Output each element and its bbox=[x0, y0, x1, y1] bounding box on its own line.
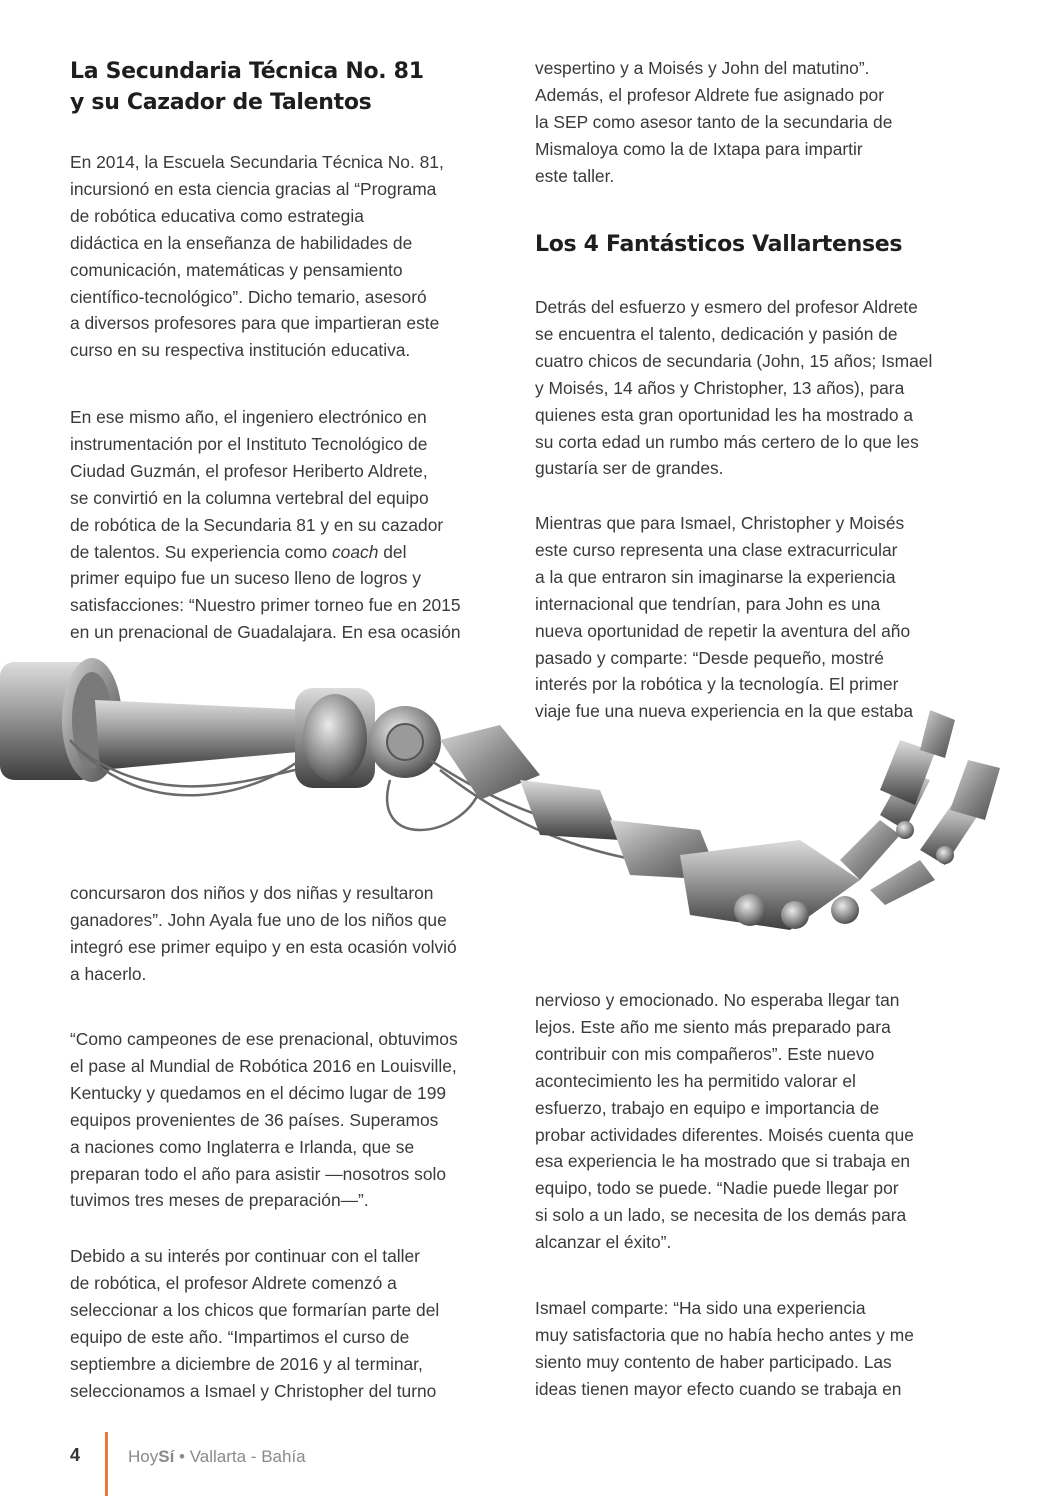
paragraph-chicos: Detrás del esfuerzo y esmero del profesor Aldrete se encuentra el talento, dedicación y pasión de cuatro chicos de secundaria (John, 15 años; Ismael y Moisés, 14 años y Christopher, 13 años), para quienes esta gran oportunidad les ha mostrado a su corta edad un rumbo más certero de lo que les gustaría ser de grandes. bbox=[535, 297, 933, 479]
paragraph-john-continued: nervioso y emocionado. No esperaba llegar tan lejos. Este año me siento más preparado para contribuir con mis compañeros”. Este nuevo acontecimiento les ha permitido valorar el esfuerzo, trabajo en equipo e importancia de probar actividades diferentes. Moisés cuenta que esa experiencia le ha mostrado que si trabaja en equipo, todo se puede. “Nadie puede llegar por si solo a un lado, se necesita de los demás para alcanzar el éxito”. bbox=[535, 990, 914, 1253]
coach-word: coach bbox=[331, 541, 379, 562]
paragraph-aldrete-continued: concursaron dos niños y dos niñas y resultaron ganadores”. John Ayala fue uno de los niños que integró ese primer equipo y en esta ocasión volvió a hacerlo. bbox=[70, 883, 457, 984]
upper-arm bbox=[0, 658, 320, 782]
paragraph-seleccion: Debido a su interés por continuar con el taller de robótica, el profesor Aldrete comenzó a seleccionar a los chicos que formarían parte del equipo de este año. “Impartimos el curso de septiembre a diciembre de 2016 y al terminar, seleccionamos a Ismael y Christopher del turno bbox=[70, 1246, 440, 1401]
paragraph-john: Mientras que para Ismael, Christopher y Moisés este curso representa una clase extracurricular a la que entraron sin imaginarse la experiencia internacional que tendrían, para John es una nueva oportunidad de repetir la aventura del año pasado y comparte: “Desde pequeño, mostré interés por la robótica y la tecnología. El primer viaje fue una nueva experiencia en la que estaba bbox=[535, 513, 914, 722]
paragraph-ismael: Ismael comparte: “Ha sido una experiencia muy satisfactoria que no había hecho antes y me siento muy contento de haber participado. Las ideas tienen mayor efecto cuando se trabaja en bbox=[535, 1298, 914, 1399]
paragraph-intro: En 2014, la Escuela Secundaria Técnica No. 81, incursionó en esta ciencia gracias al “Programa de robótica educativa como estrategia didáctica en la enseñanza de habilidades de comunicación, matemáticas y pensamiento científico-tecnológico”. Dicho temario, asesoró a diversos profesores para que impartieran este curso en su respectiva institución educativa. bbox=[70, 152, 444, 361]
paragraph-campeones: “Como campeones de ese prenacional, obtuvimos el pase al Mundial de Robótica 2016 en Louisville, Kentucky y quedamos en el décimo lugar de 199 equipos provenientes de 36 países. Superamos a naciones como Inglaterra e Irlanda, que se preparan todo el año para asistir —nosotros solo tuvimos tres meses de preparación—”. bbox=[70, 1029, 458, 1211]
section-heading-secundaria: La Secundaria Técnica No. 81 y su Cazador de Talentos bbox=[70, 59, 424, 115]
footer-divider bbox=[105, 1432, 108, 1496]
page-number: 4 bbox=[70, 1445, 81, 1465]
paragraph-seleccion-continued: vespertino y a Moisés y John del matutino”. Además, el profesor Aldrete fue asignado por la SEP como asesor tanto de la secundaria de Mismaloya como la de Ixtapa para impartir este taller. bbox=[535, 58, 893, 186]
forearm bbox=[440, 725, 720, 880]
robot-hand bbox=[680, 710, 1000, 930]
paragraph-aldrete: En ese mismo año, el ingeniero electrónico en instrumentación por el Instituto Tecnológico de Ciudad Guzmán, el profesor Heriberto Aldrete, se convirtió en la columna vertebral del equipo de robótica de la Secundaria 81 y en su cazador de talentos. Su experiencia como coach del primer equipo fue un suceso lleno de logros y satisfacciones: “Nuestro primer torneo fue en 2015 en un prenacional de Guadalajara. En esa ocasión bbox=[70, 407, 461, 643]
section-heading-fantasticos: Los 4 Fantásticos Vallartenses bbox=[535, 232, 903, 257]
elbow-joint bbox=[295, 688, 441, 788]
footer-publication: HoySí • Vallarta - Bahía bbox=[128, 1447, 306, 1466]
coach-line: de talentos. Su experiencia como coach del bbox=[70, 541, 407, 562]
robotic-arm-icon bbox=[0, 640, 1041, 970]
